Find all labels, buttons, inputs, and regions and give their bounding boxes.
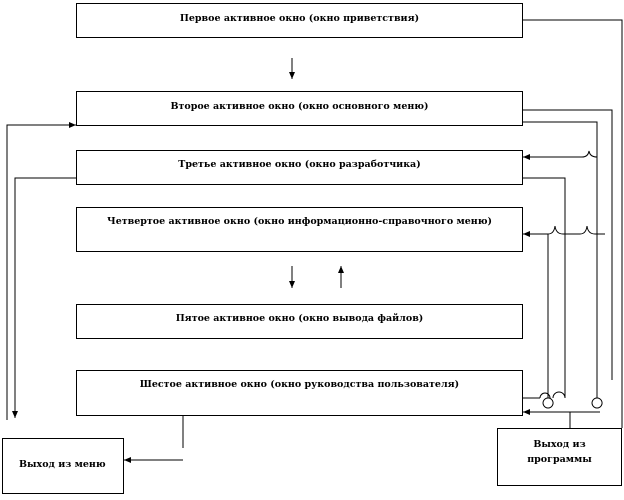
exit-program-label: Выход из программы xyxy=(527,439,592,465)
line-w2-right-b xyxy=(523,122,597,398)
window2-label: Второе активное окно (окно основного меню) xyxy=(170,101,429,112)
window4-label: Четвертое активное окно (окно информационно-справочного меню) xyxy=(107,216,492,227)
exit-program-box xyxy=(497,428,622,486)
line-w1-exit xyxy=(523,20,622,428)
line-w3-left xyxy=(15,178,76,418)
window3-box xyxy=(76,150,523,185)
exit-menu-label: Выход из меню xyxy=(19,459,106,470)
line-loop-w2-left xyxy=(7,125,76,420)
exit-menu-box xyxy=(2,438,124,494)
window1-label: Первое активное окно (окно приветствия) xyxy=(179,13,420,24)
window4-box xyxy=(76,207,523,252)
window5-box xyxy=(76,304,523,339)
window1-box xyxy=(76,3,523,38)
window5-label: Пятое активное окно (окно вывода файлов) xyxy=(175,313,424,324)
line-w3-right xyxy=(523,178,565,398)
window2-box xyxy=(76,91,523,126)
line-w2-right-a xyxy=(523,110,612,380)
window6-box xyxy=(76,370,523,416)
window3-label: Третье активное окно (окно разработчика) xyxy=(178,159,421,170)
window6-label: Шестое активное окно (окно руководства пользователя) xyxy=(139,379,460,390)
